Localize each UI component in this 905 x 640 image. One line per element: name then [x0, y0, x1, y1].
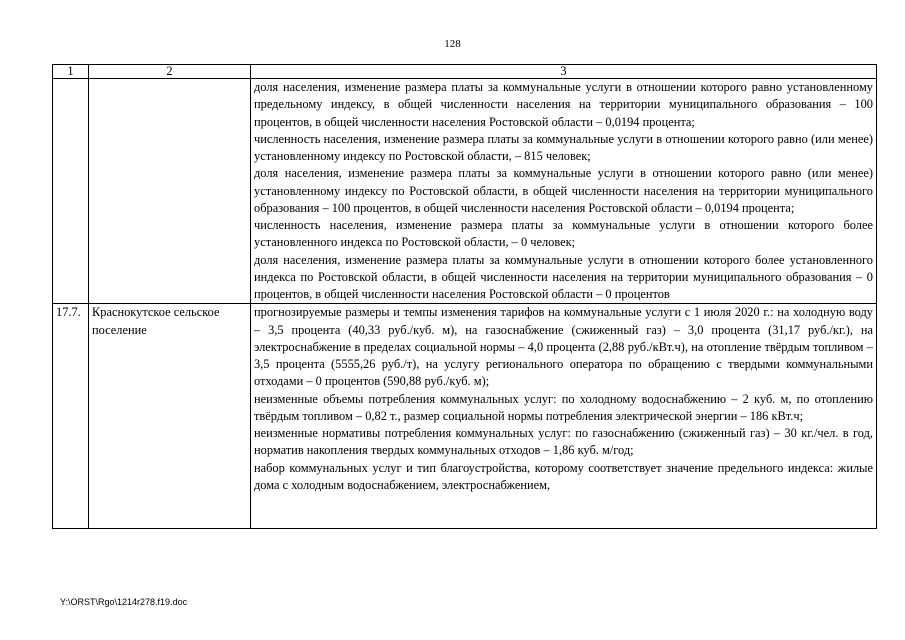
header-cell-3: 3 — [251, 65, 877, 79]
paragraph: доля населения, изменение размера платы за коммунальные услуги в отношении которого более установленного индекса по Ростовской области, в общей численности населения на территории муниципального образования – 0 процентов, в общей численности населения Ростовской области – 0 процентов — [254, 252, 873, 301]
paragraph: прогнозируемые размеры и темпы изменения тарифов на коммунальные услуги с 1 июля 2020 г.: на холодную воду – 3,5 процента (40,33 руб./куб. м), на газоснабжение (сжиженный газ) – 3,0 процента (31,17 руб./кг.), на электроснабжение в пределах социальной нормы – 4,0 процента (2,88 руб./кВт.ч), на отопление твёрдым топливом – 3,5 процента (5555,26 руб./т), на услугу регионального оператора по обращению с твердыми коммунальными отходами – 0 процентов (590,88 руб./куб. м); — [254, 305, 873, 389]
indicator-text — [251, 79, 877, 304]
paragraph: доля населения, изменение размера платы за коммунальные услуги в отношении которого равно (или менее) установленному индексу по Ростовской области, в общей численности населения на территории муниципального образования – 100 процентов, в общей численности населения Ростовской области – 0,0194 процента; — [254, 166, 873, 215]
page-number: 128 — [444, 38, 461, 50]
paragraph: неизменные нормативы потребления коммунальных услуг: по газоснабжению (сжиженный газ) – 30 кг./чел. в год, норматив накопления твердых коммунальных отходов – 1,86 куб. м/год; — [254, 426, 873, 458]
paragraph: численность населения, изменение размера платы за коммунальные услуги в отношении которого более установленного индекса по Ростовской области, – 0 человек; — [254, 218, 873, 250]
table-header-row — [53, 65, 877, 79]
paragraph: набор коммунальных услуг и тип благоустройства, которому соответствует значение предельного индекса: жилые дома с холодным водоснабжением, электроснабжением, — [254, 460, 873, 492]
table-row-continuation — [53, 79, 877, 304]
paragraph: доля населения, изменение размера платы за коммунальные услуги в отношении которого равно установленному предельному индексу, в общей численности населения на территории муниципального образования – 100 процентов, в общей численности населения Ростовской области – 0,0194 процента; — [254, 80, 873, 129]
municipality-name — [89, 79, 251, 304]
row-number: 17.7. — [53, 304, 89, 529]
file-path-footer: Y:\ORST\Rgo\1214r278.f19.doc — [60, 597, 188, 607]
document-table — [52, 64, 877, 529]
municipality-name: Краснокутское сельское поселение — [89, 304, 251, 529]
paragraph: численность населения, изменение размера платы за коммунальные услуги в отношении которого равно (или менее) установленному индексу по Ростовской области, – 815 человек; — [254, 131, 873, 163]
header-cell-1: 1 — [53, 65, 89, 79]
table-row-17-7 — [53, 304, 877, 529]
indicator-text — [251, 304, 877, 529]
paragraph: неизменные объемы потребления коммунальных услуг: по холодному водоснабжению – 2 куб. м, по отоплению твёрдым топливом – 0,82 т., размер социальной нормы потребления электрической энергии – 186 кВт.ч; — [254, 391, 873, 423]
header-cell-2: 2 — [89, 65, 251, 79]
row-number — [53, 79, 89, 304]
